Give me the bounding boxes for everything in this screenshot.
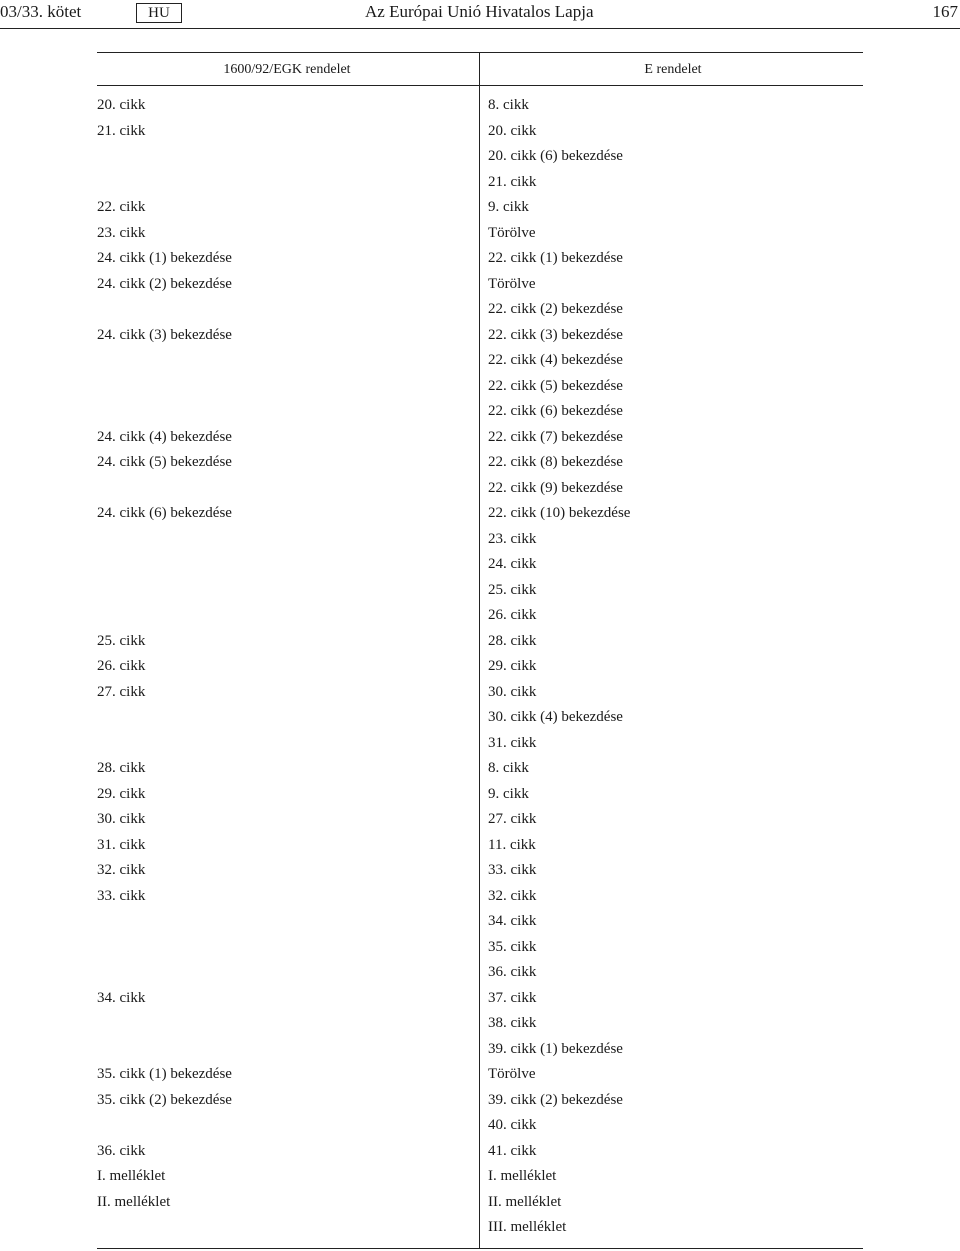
right-cell: 20. cikk xyxy=(488,122,537,139)
right-cell: II. melléklet xyxy=(488,1193,562,1210)
table-row xyxy=(97,273,863,299)
left-cell: 30. cikk xyxy=(97,811,146,827)
right-cell: 22. cikk (1) bekezdése xyxy=(488,250,623,266)
language-badge: HU xyxy=(136,3,182,23)
journal-title: Az Európai Unió Hivatalos Lapja xyxy=(365,2,594,21)
table-row xyxy=(97,681,863,707)
page-header xyxy=(0,0,960,30)
right-cell: I. melléklet xyxy=(488,1168,557,1184)
table-row xyxy=(97,604,863,630)
right-cell: 23. cikk xyxy=(488,530,537,547)
right-cell: 22. cikk (9) bekezdése xyxy=(488,479,623,496)
left-cell: 34. cikk xyxy=(97,989,146,1006)
table-row xyxy=(97,961,863,987)
right-cell: 36. cikk xyxy=(488,964,537,980)
right-cell: 41. cikk xyxy=(488,1142,537,1159)
table-row xyxy=(97,1165,863,1191)
right-cell: 11. cikk xyxy=(488,836,536,853)
right-cell: 8. cikk xyxy=(488,97,529,113)
right-cell: Törölve xyxy=(488,224,536,241)
table-row xyxy=(97,171,863,197)
header-rule xyxy=(0,28,960,29)
right-cell: Törölve xyxy=(488,1066,536,1082)
right-cell: 9. cikk xyxy=(488,199,529,215)
right-cell: 22. cikk (8) bekezdése xyxy=(488,454,623,470)
left-cell: 20. cikk xyxy=(97,97,146,113)
right-cell: 33. cikk xyxy=(488,862,537,878)
left-cell: 23. cikk xyxy=(97,224,146,241)
table-header-rule xyxy=(97,85,863,86)
right-cell: 22. cikk (5) bekezdése xyxy=(488,377,623,394)
table-row xyxy=(97,1038,863,1064)
table-row xyxy=(97,987,863,1013)
right-cell: 28. cikk xyxy=(488,632,537,649)
left-cell: 35. cikk (2) bekezdése xyxy=(97,1091,232,1108)
left-cell: II. melléklet xyxy=(97,1193,171,1210)
table-row xyxy=(97,196,863,222)
table-row xyxy=(97,808,863,834)
right-cell: 20. cikk (6) bekezdése xyxy=(488,148,623,164)
table-row xyxy=(97,1114,863,1140)
table-row xyxy=(97,553,863,579)
table-row xyxy=(97,1140,863,1166)
left-cell: 24. cikk (2) bekezdése xyxy=(97,275,232,292)
right-cell: 22. cikk (7) bekezdése xyxy=(488,428,623,445)
right-cell: 8. cikk xyxy=(488,760,529,776)
right-cell: 37. cikk xyxy=(488,989,537,1006)
table-row xyxy=(97,298,863,324)
table-row xyxy=(97,247,863,273)
table-row xyxy=(97,349,863,375)
left-cell: 24. cikk (3) bekezdése xyxy=(97,326,232,343)
right-cell: 29. cikk xyxy=(488,658,537,674)
table-row xyxy=(97,706,863,732)
table-row xyxy=(97,834,863,860)
table-row xyxy=(97,502,863,528)
left-cell: 31. cikk xyxy=(97,836,146,853)
right-cell: 40. cikk xyxy=(488,1117,537,1133)
right-cell: 22. cikk (2) bekezdése xyxy=(488,301,623,317)
table-row xyxy=(97,783,863,809)
table-row xyxy=(97,477,863,503)
table-row xyxy=(97,757,863,783)
left-cell: 33. cikk xyxy=(97,887,146,904)
right-cell: 30. cikk xyxy=(488,683,537,700)
right-cell: 39. cikk (2) bekezdése xyxy=(488,1091,623,1108)
right-column-header: E rendelet xyxy=(644,62,702,77)
left-cell: 29. cikk xyxy=(97,785,146,802)
table-row xyxy=(97,375,863,401)
left-cell: 24. cikk (6) bekezdése xyxy=(97,505,232,521)
right-cell: 21. cikk xyxy=(488,173,537,190)
table-row xyxy=(97,579,863,605)
left-cell: 32. cikk xyxy=(97,862,146,878)
table-row xyxy=(97,859,863,885)
table-row xyxy=(97,451,863,477)
left-cell: 24. cikk (5) bekezdése xyxy=(97,454,232,470)
volume-label: 03/33. kötet xyxy=(0,2,82,21)
table-row xyxy=(97,120,863,146)
table-row xyxy=(97,528,863,554)
table-row xyxy=(97,1012,863,1038)
table-row xyxy=(97,1191,863,1217)
right-cell: 32. cikk xyxy=(488,887,537,904)
table-row xyxy=(97,936,863,962)
left-cell: I. melléklet xyxy=(97,1168,166,1184)
right-cell: 39. cikk (1) bekezdése xyxy=(488,1040,623,1057)
table-row xyxy=(97,426,863,452)
table-row xyxy=(97,1063,863,1089)
right-cell: 38. cikk xyxy=(488,1015,537,1031)
table-row xyxy=(97,145,863,171)
right-cell: 26. cikk xyxy=(488,607,537,623)
right-cell: 25. cikk xyxy=(488,581,537,598)
table-bottom-rule xyxy=(97,1248,863,1249)
left-cell: 27. cikk xyxy=(97,683,146,700)
left-cell: 24. cikk (4) bekezdése xyxy=(97,428,232,445)
right-cell: 22. cikk (6) bekezdése xyxy=(488,403,623,419)
left-cell: 36. cikk xyxy=(97,1142,146,1159)
table-row xyxy=(97,885,863,911)
left-cell: 28. cikk xyxy=(97,760,146,776)
table-row xyxy=(97,222,863,248)
table-row xyxy=(97,324,863,350)
table-row xyxy=(97,732,863,758)
left-cell: 22. cikk xyxy=(97,199,146,215)
right-cell: 35. cikk xyxy=(488,938,537,955)
left-cell: 21. cikk xyxy=(97,122,146,139)
table-top-rule xyxy=(97,52,863,53)
table-row xyxy=(97,655,863,681)
table-row xyxy=(97,1216,863,1242)
right-cell: 9. cikk xyxy=(488,785,529,802)
right-cell: Törölve xyxy=(488,275,536,292)
right-cell: 24. cikk xyxy=(488,556,537,572)
left-cell: 35. cikk (1) bekezdése xyxy=(97,1066,232,1082)
table-body xyxy=(97,94,863,1242)
right-cell: 22. cikk (3) bekezdése xyxy=(488,326,623,343)
left-cell: 25. cikk xyxy=(97,632,146,649)
left-cell: 24. cikk (1) bekezdése xyxy=(97,250,232,266)
table-row xyxy=(97,630,863,656)
right-cell: 30. cikk (4) bekezdése xyxy=(488,709,623,725)
table-row xyxy=(97,400,863,426)
left-column-header: 1600/92/EGK rendelet xyxy=(223,62,351,77)
table-row xyxy=(97,94,863,120)
right-cell: 31. cikk xyxy=(488,734,537,751)
page-number: 167 xyxy=(932,2,958,21)
right-cell: 34. cikk xyxy=(488,913,537,929)
table-row xyxy=(97,910,863,936)
right-cell: 27. cikk xyxy=(488,811,537,827)
right-cell: III. melléklet xyxy=(488,1219,567,1235)
right-cell: 22. cikk (10) bekezdése xyxy=(488,505,631,521)
left-cell: 26. cikk xyxy=(97,658,146,674)
right-cell: 22. cikk (4) bekezdése xyxy=(488,352,623,368)
table-row xyxy=(97,1089,863,1115)
